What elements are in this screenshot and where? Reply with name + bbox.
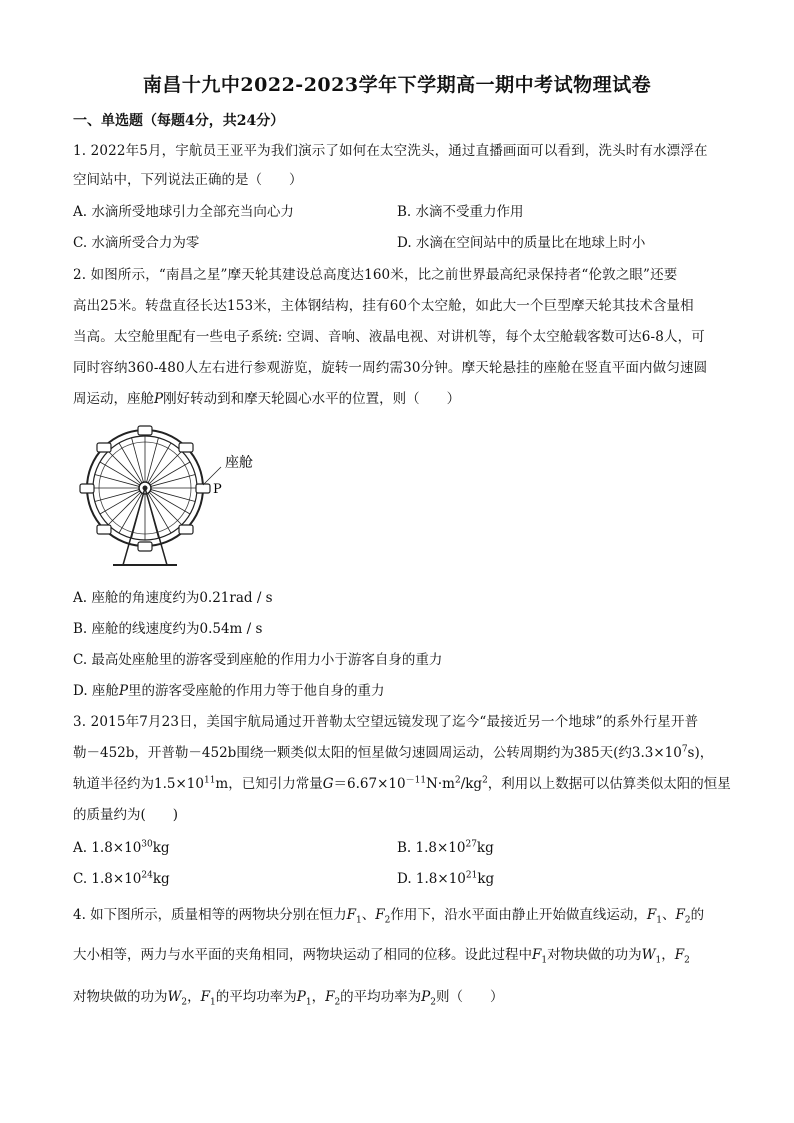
q3-b-sup: 27 — [465, 839, 477, 850]
q4-f1-var: F — [346, 907, 357, 923]
q3-l3-d: N·m — [426, 776, 455, 792]
q4-f2-var-b: F — [675, 907, 685, 923]
q3-l3-f: ，利用以上数据可以估算类似太阳的恒星 — [487, 776, 731, 792]
q4-l3-f1: F — [200, 989, 210, 1005]
q3-stem-line-4: 的质量约为( ) — [73, 807, 179, 823]
q3-l2-sup: 7 — [681, 744, 688, 755]
q3-l3-c: ＝6.67×10 — [333, 776, 406, 792]
q4-sep-2: 、 — [662, 907, 676, 923]
q3-b-text: B. 1.8×10 — [397, 840, 466, 856]
q4-l3-w2: W — [167, 989, 182, 1005]
q4-f2-sub-b: 2 — [684, 915, 691, 926]
q3-a-unit: kg — [152, 840, 170, 856]
q4-f2-sub: 2 — [384, 915, 391, 926]
q3-stem-line-1: 3. 2015年7月23日，美国宇航局通过开普勒太空望远镜发现了迄今“最接近另一个地球”的系外行星开普 — [73, 714, 699, 730]
q3-a-text: A. 1.8×10 — [73, 840, 142, 856]
q3-option-c — [73, 869, 170, 889]
cabin-shape — [138, 426, 152, 435]
q3-var-g: G — [322, 776, 334, 792]
q3-l2-b: s)， — [687, 745, 714, 761]
q4-l2-f1: F — [532, 947, 542, 963]
q4-l2-f2-sub: 2 — [684, 955, 690, 966]
q4-l2-f2: F — [674, 947, 685, 963]
cabin-label: 座舱 — [225, 455, 253, 471]
q4-l3-p2: P — [421, 989, 431, 1005]
q2-d-var-p: P — [118, 683, 129, 699]
q4-l3-p1-sub: 1 — [305, 997, 312, 1008]
q4-f1-var-b: F — [646, 907, 657, 923]
q4-l1-a: 4. 如下图所示，质量相等的两物块分别在恒力 — [73, 907, 347, 923]
q4-stem-line-2 — [73, 945, 733, 965]
q2-stem-line-3: 当高。太空舱里配有一些电子系统: 空调、音响、液晶电视、对讲机等，每个太空舱载客数可达6-8人，可 — [73, 329, 705, 345]
q4-l3-f1-sub: 1 — [210, 997, 216, 1008]
q4-l3-a: 对物块做的功为 — [73, 989, 168, 1005]
q3-l3-a: 轨道半径约为1.5×10 — [73, 776, 204, 792]
q4-l1-b: 作用下，沿水平面由静止开始做直线运动， — [390, 907, 647, 923]
q3-a-sup: 30 — [141, 839, 153, 850]
q3-l3-b: m，已知引力常量 — [215, 776, 323, 792]
q4-f1-sub-b: 1 — [656, 915, 662, 926]
q2-stem-line-1: 2. 如图所示，“南昌之星”摩天轮其建设总高度达160米，比之前世界最高纪录保持者“伦敦之眼”还要 — [73, 267, 678, 283]
ferris-wheel-figure — [73, 425, 273, 575]
q4-l3-comma-2: ， — [311, 989, 326, 1005]
q2-option-a: A. 座舱的角速度约为0.21rad / s — [73, 590, 273, 606]
q3-stem-line-3 — [73, 774, 733, 794]
q3-b-unit: kg — [476, 840, 494, 856]
q3-l3-sup1: 11 — [203, 775, 216, 786]
q3-l3-sup2: －11 — [405, 775, 427, 786]
cabin-shape — [97, 525, 111, 534]
q4-stem-line-3 — [73, 987, 733, 1007]
point-p-label: P — [213, 482, 222, 497]
q3-option-b — [397, 838, 494, 858]
q2-d-text-a: D. 座舱 — [73, 683, 119, 699]
q3-option-a — [73, 838, 170, 858]
q4-l2-a: 大小相等，两力与水平面的夹角相同，两物块运动了相同的位移。设此过程中 — [73, 947, 532, 963]
q3-c-text: C. 1.8×10 — [73, 871, 142, 887]
q1-option-b: B. 水滴不受重力作用 — [397, 204, 524, 220]
q3-l3-sup3: 2 — [454, 775, 461, 786]
cabin-shape — [179, 443, 193, 452]
q4-sep-1: 、 — [361, 907, 376, 923]
ferris-wheel-diagram — [73, 425, 273, 575]
q4-l2-comma: ， — [661, 947, 675, 963]
q2-option-d — [73, 681, 385, 701]
q3-c-unit: kg — [152, 871, 170, 887]
q4-l2-b: 对物块做的功为 — [547, 947, 642, 963]
q2-stem-line-5 — [73, 389, 733, 409]
q1-stem-line-2: 空间站中，下列说法正确的是（ ） — [73, 172, 303, 188]
cabin-shape — [80, 484, 94, 493]
q2-option-c: C. 最高处座舱里的游客受到座舱的作用力小于游客自身的重力 — [73, 652, 443, 668]
q3-l2-a: 勒－452b，开普勒－452b围绕一颗类似太阳的恒星做匀速圆周运动，公转周期约为385天(约3.3×10 — [73, 745, 682, 761]
cabin-shape — [97, 443, 111, 452]
cabin-shape — [196, 484, 210, 493]
q4-f2-var: F — [375, 907, 385, 923]
q4-l3-f2-sub: 2 — [334, 997, 341, 1008]
q3-l3-e: /kg — [460, 776, 483, 792]
q1-option-c: C. 水滴所受合力为零 — [73, 235, 200, 251]
q4-l3-f2: F — [325, 989, 335, 1005]
q4-l2-w1: W — [641, 947, 656, 963]
q4-l3-d: 则（ ） — [436, 989, 504, 1005]
q4-l3-c: 的平均功率为 — [340, 989, 422, 1005]
q4-l3-p2-sub: 2 — [430, 997, 436, 1008]
q2-option-b: B. 座舱的线速度约为0.54m / s — [73, 621, 263, 637]
q2-var-p: P — [154, 391, 164, 407]
q3-d-sup: 21 — [465, 870, 478, 881]
q3-l3-sup4: 2 — [482, 775, 488, 786]
q2-d-text-b: 里的游客受座舱的作用力等于他自身的重力 — [128, 683, 385, 699]
q2-line5-text-b: 刚好转动到和摩天轮圆心水平的位置，则（ ） — [163, 391, 461, 407]
q1-option-a: A. 水滴所受地球引力全部充当向心力 — [73, 204, 294, 220]
q3-option-d — [397, 869, 494, 889]
q4-l3-b: 的平均功率为 — [215, 989, 297, 1005]
q3-d-unit: kg — [477, 871, 495, 887]
section-heading-single-choice: 一、单选题（每题4分，共24分） — [73, 113, 285, 129]
exam-title: 南昌十九中2022-2023学年下学期高一期中考试物理试卷 — [142, 74, 652, 96]
q4-l3-p1: P — [296, 989, 306, 1005]
q4-l3-comma-1: ， — [187, 989, 201, 1005]
q3-c-sup: 24 — [141, 870, 153, 881]
q4-stem-line-1 — [73, 905, 733, 925]
wheel-spoke — [149, 451, 182, 484]
q2-stem-line-2: 高出25米。转盘直径长达153米，主体钢结构，挂有60个太空舱，如此大一个巨型摩天轮其技术含量相 — [73, 298, 694, 314]
q4-l1-c: 的 — [690, 907, 705, 923]
q2-line5-text-a: 周运动，座舱 — [73, 391, 154, 407]
q4-l2-f1-sub: 1 — [541, 955, 548, 966]
q1-option-d: D. 水滴在空间站中的质量比在地球上时小 — [397, 235, 646, 251]
q3-d-text: D. 1.8×10 — [397, 871, 466, 887]
q2-stem-line-4: 同时容纳360-480人左右进行参观游览，旋转一周约需30分钟。摩天轮悬挂的座舱在竖直平面内做匀速圆 — [73, 360, 708, 376]
q3-stem-line-2 — [73, 743, 733, 763]
q4-f1-sub: 1 — [356, 915, 362, 926]
cabin-shape — [138, 542, 152, 551]
q4-l2-w1-sub: 1 — [655, 955, 662, 966]
cabin-shape — [179, 525, 193, 534]
q4-l3-w2-sub: 2 — [181, 997, 188, 1008]
wheel-spoke — [108, 451, 141, 484]
q1-stem-line-1: 1. 2022年5月，宇航员王亚平为我们演示了如何在太空洗头，通过直播画面可以看到，洗头时有水漂浮在 — [73, 143, 708, 159]
